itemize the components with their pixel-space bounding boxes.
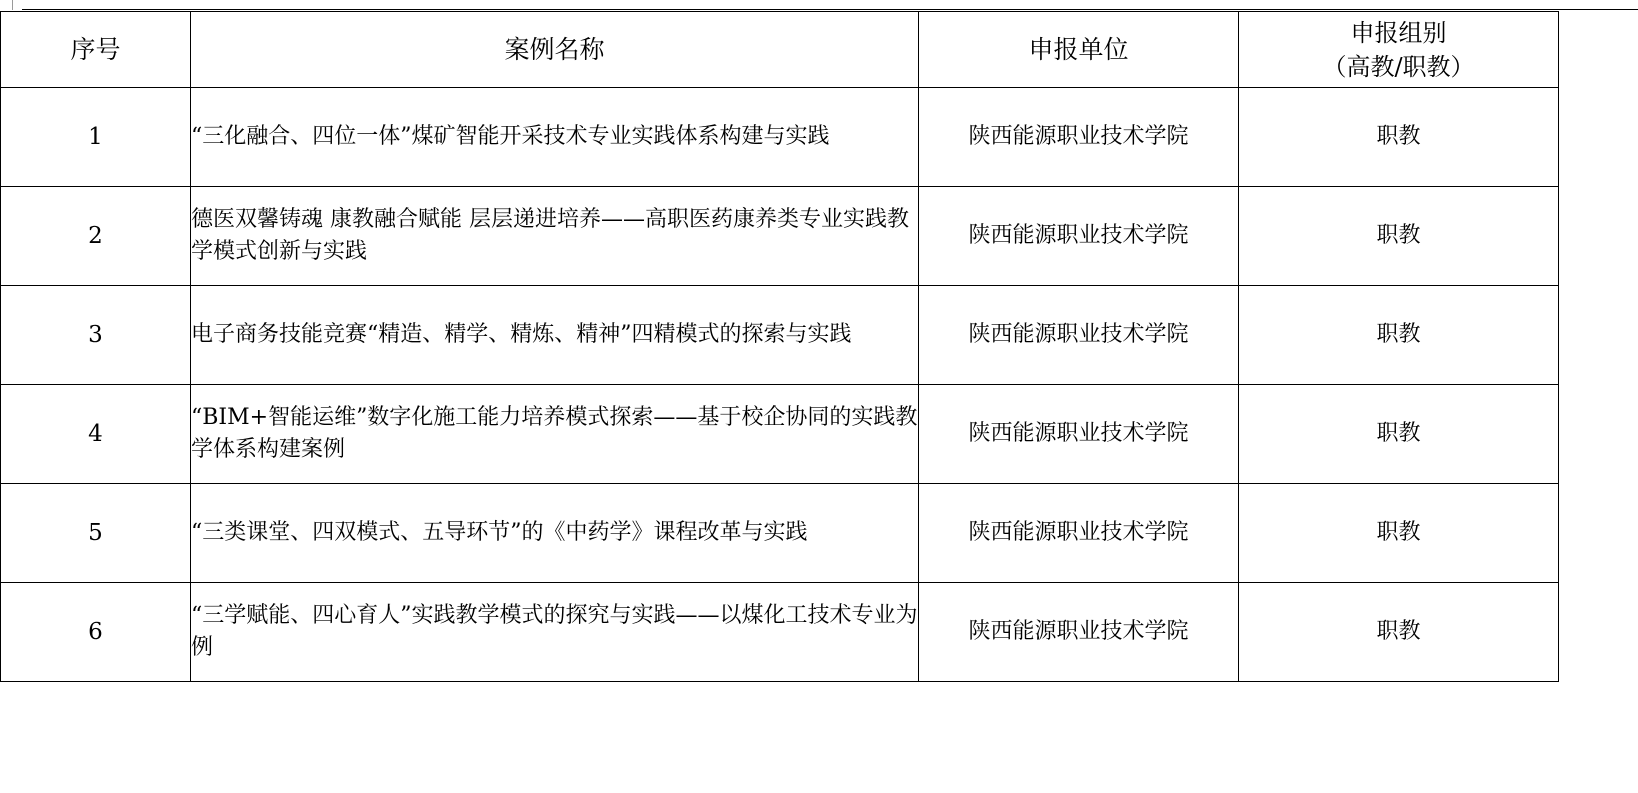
column-header-group-line2: （高教/职教） xyxy=(1322,52,1475,81)
cell-group: 职教 xyxy=(1239,88,1559,187)
cell-case-name xyxy=(191,385,919,484)
case-name-text: 电子商务技能竞赛“精造、精学、精炼、精神”四精模式的探索与实践 xyxy=(191,322,852,347)
column-header-unit: 申报单位 xyxy=(919,12,1239,88)
case-name-text: 德医双馨铸魂 康教融合赋能 层层递进培养——高职医药康养类专业实践教学模式创新与实践 xyxy=(191,207,909,264)
table-header-row xyxy=(1,12,1559,88)
cell-group: 职教 xyxy=(1239,484,1559,583)
table-row xyxy=(1,88,1559,187)
case-list-table xyxy=(0,11,1559,682)
cell-index: 2 xyxy=(1,187,191,286)
table-row xyxy=(1,583,1559,682)
table-row xyxy=(1,484,1559,583)
column-header-group xyxy=(1239,12,1559,88)
table-body xyxy=(1,88,1559,682)
column-header-index: 序号 xyxy=(1,12,191,88)
cell-index: 3 xyxy=(1,286,191,385)
column-header-case-name: 案例名称 xyxy=(191,12,919,88)
cell-unit: 陕西能源职业技术学院 xyxy=(919,484,1239,583)
cell-index: 6 xyxy=(1,583,191,682)
case-name-text: “BIM+智能运维”数字化施工能力培养模式探索——基于校企协同的实践教学体系构建案例 xyxy=(191,405,918,462)
cell-group: 职教 xyxy=(1239,583,1559,682)
cell-case-name xyxy=(191,484,919,583)
table-header xyxy=(1,12,1559,88)
cell-unit: 陕西能源职业技术学院 xyxy=(919,583,1239,682)
top-rule-line xyxy=(22,9,1638,10)
table-row xyxy=(1,187,1559,286)
table-row xyxy=(1,385,1559,484)
case-name-text: “三化融合、四位一体”煤矿智能开采技术专业实践体系构建与实践 xyxy=(191,124,830,149)
cell-group: 职教 xyxy=(1239,385,1559,484)
case-name-text: “三类课堂、四双模式、五导环节”的《中药学》课程改革与实践 xyxy=(191,520,808,545)
cell-unit: 陕西能源职业技术学院 xyxy=(919,385,1239,484)
cell-case-name xyxy=(191,88,919,187)
cell-index: 1 xyxy=(1,88,191,187)
cell-index: 5 xyxy=(1,484,191,583)
cell-group: 职教 xyxy=(1239,187,1559,286)
cell-index: 4 xyxy=(1,385,191,484)
cell-group: 职教 xyxy=(1239,286,1559,385)
cell-case-name xyxy=(191,187,919,286)
cell-unit: 陕西能源职业技术学院 xyxy=(919,187,1239,286)
cell-unit: 陕西能源职业技术学院 xyxy=(919,286,1239,385)
cell-case-name xyxy=(191,286,919,385)
margin-tick xyxy=(12,0,13,10)
table-row xyxy=(1,286,1559,385)
case-name-text: “三学赋能、四心育人”实践教学模式的探究与实践——以煤化工技术专业为例 xyxy=(191,603,918,660)
page-top-margin-marks xyxy=(0,0,1638,10)
cell-case-name xyxy=(191,583,919,682)
cell-unit: 陕西能源职业技术学院 xyxy=(919,88,1239,187)
column-header-group-line1: 申报组别 xyxy=(1350,18,1447,47)
